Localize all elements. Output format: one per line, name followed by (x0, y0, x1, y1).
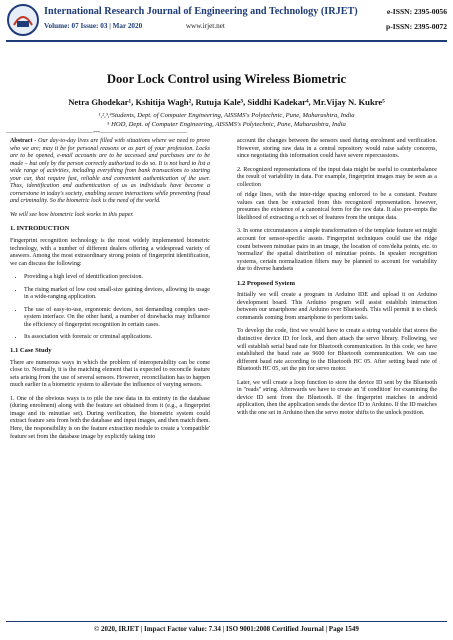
volume-issue: Volume: 07 Issue: 03 | Mar 2020 (44, 22, 143, 30)
intro-paragraph: Fingerprint recognition technology is the most widely implemented biometric technology, with a number of different dealers offering a widespread variety of answers. Among the most extraordinary strong points of fingerprint identification, we can discuss the following: (10, 238, 210, 267)
case-study-heading: 1.1 Case Study (10, 347, 52, 355)
list-item: • Providing a high level of identification precision. (24, 274, 210, 282)
abstract-text-2: We will see how biometric lock works in this paper. (10, 211, 134, 218)
right-paragraph-3: of ridge lines, with the inter-ridge spacing enforced to be a constant. Feature values can then be extracted from this recognized representation. however, presumes the existence of a canonical form for the raw data. It also pre-empts the likelihood of extracting a rich set of features from the unique data. (237, 192, 437, 221)
abstract-label: Abstract - (10, 138, 37, 144)
journal-website: www.irjet.net (185, 22, 225, 30)
journal-volume-line (44, 22, 225, 30)
proposed-paragraph-3: Later, we will create a loop function to store the device ID sent by the Bluetooth in "reads" string. Afterwards we have to create an 'if condition' for examining the device ID sent from the Bluetooth. If the fingerprint matches in android application, then the application sends the device ID to Arduino. If the ID matches with the one set in Arduino then the servo motor shifts to the unlock position. (237, 379, 437, 416)
right-column (237, 138, 437, 424)
abstract-text: Our day-to-day lives are filled with situations where we need to prove who we are; may it be for personal reasons or as part of your profession. Locks are to be opened, e-mail accounts are to be accessed and purchases are to be made – but only by the person correctly authorized to do so. It is not hard to list a wide range of activities, including everything from bank transactions to starting your car, that require fast, reliable and convenient authentication of the user. Thus, identification and authentication of us as individuals have become a cornerstone in today's society, enabling secure interactions while preventing fraud and criminality. So the biometric lock is the need of the world. (10, 138, 210, 205)
journal-title: International Research Journal of Engineering and Technology (IRJET) (44, 6, 358, 17)
page-footer: © 2020, IRJET | Impact Factor value: 7.34 | ISO 9001:2008 Certified Journal | Page 1549 (94, 625, 359, 633)
list-item: • Its association with forensic or criminal applications. (24, 334, 210, 342)
pissn: p-ISSN: 2395-0072 (386, 22, 447, 31)
proposed-system-heading: 1.2 Proposed System (237, 279, 295, 287)
paper-authors: Netra Ghodekar¹, Kshitija Wagh², Rutuja Kale³, Siddhi Kadekar⁴, Mr.Vijay N. Kukre⁵ (68, 97, 385, 107)
strengths-list (10, 274, 210, 342)
list-item: • The rising market of low cost small-size gaining devices, allowing its usage in a wide-ranging application. (24, 287, 210, 302)
affiliation-students: ¹,²,³,⁴Students, Dept. of Computer Engineering, AISSMS's Polytechnic, Pune, Maharashtra, India (98, 112, 355, 119)
proposed-paragraph-2: To develop the code, first we would have to create a string variable that stores the distinctive device ID for lock, and then attach the servo library. Following, we will establish serial baud rate for Bluetooth communication. In this code, we have established the baud rate as 9600 for Bluetooth communication. We can use different baud rate according to the Bluetooth HC 05. After setting baud rate of Bluetooth HC 05, set the pin for servo motor. (237, 328, 437, 373)
case-study-paragraph-2: 1. One of the obvious ways is to pile the raw data in its entirety in the database (during enrolment) along with the feature set obtained from it (e.g., a fingerprint image and its minutiae set). During verification, the biometric system could extract feature sets from both the database and input images, and then match them. Here, the responsibility is on the feature extraction module to create a 'compatible' feature set from the database image by explicitly taking into (10, 395, 210, 440)
section-separator: ---------------------------------------------------------------------***--------------------------------------------------------------------- (6, 131, 187, 136)
abstract (10, 138, 210, 206)
eissn: e-ISSN: 2395-0056 (386, 7, 447, 16)
case-study-paragraph: There are numerous ways in which the problem of interoperability can be come close to. Normally, it is the matching element that is expected to reconcile feature sets arising from the use of several sensors. However, reconciliation has to happen much earlier in a biometric system to alleviate the influence of varying sensors. (10, 359, 210, 389)
header-divider (6, 40, 447, 42)
journal-header (0, 0, 453, 44)
paper-title: Door Lock Control using Wireless Biometric (106, 72, 347, 86)
affiliation-hod: ⁵ HOD, Dept. of Computer Engineering, AISSMS's Polytechnic, Pune, Maharashtra, India (107, 121, 346, 128)
right-paragraph-2: 2. Recognized representations of the input data might be useful to counterbalance the result of variability in data. For example, fingerprint images may be seen as a collection (237, 166, 437, 188)
irjet-logo-icon (6, 3, 40, 37)
intro-heading: 1. INTRODUCTION (10, 225, 70, 233)
footer-divider (6, 621, 447, 622)
proposed-paragraph-1: Initially we will create a program in Arduino IDE and upload it on Arduino development board. This Arduino program will assist establish interaction between our smartphone and Arduino over Bluetooth. This will permit it to check commands coming from smartphone to perform tasks. (237, 292, 437, 321)
right-paragraph-1: account the changes between the sensors used during enrolment and verification. However, storing raw data in a central repository would raise safety concerns, since negotiating this information could have severe repercussions. (237, 138, 437, 160)
right-paragraph-4: 3. In some circumstances a simple transformation of the template feature set might account for sensor-specific assets. Fingerprint techniques could use the ridge count between minutiae pairs in an image, the location of core/delta points, etc. to 'normalize' the spatial distribution of minutiae points. In speaker recognition systems, certain normalization filters may be planned to account for variability due to diverse handsets (237, 228, 437, 273)
list-item: • The use of easy-to-use, ergonomic devices, not demanding complex user-system interface. On the other hand, a number of drawbacks may influence the efficiency of fingerprint recognition in certain cases. (24, 307, 210, 330)
left-column (10, 138, 210, 447)
